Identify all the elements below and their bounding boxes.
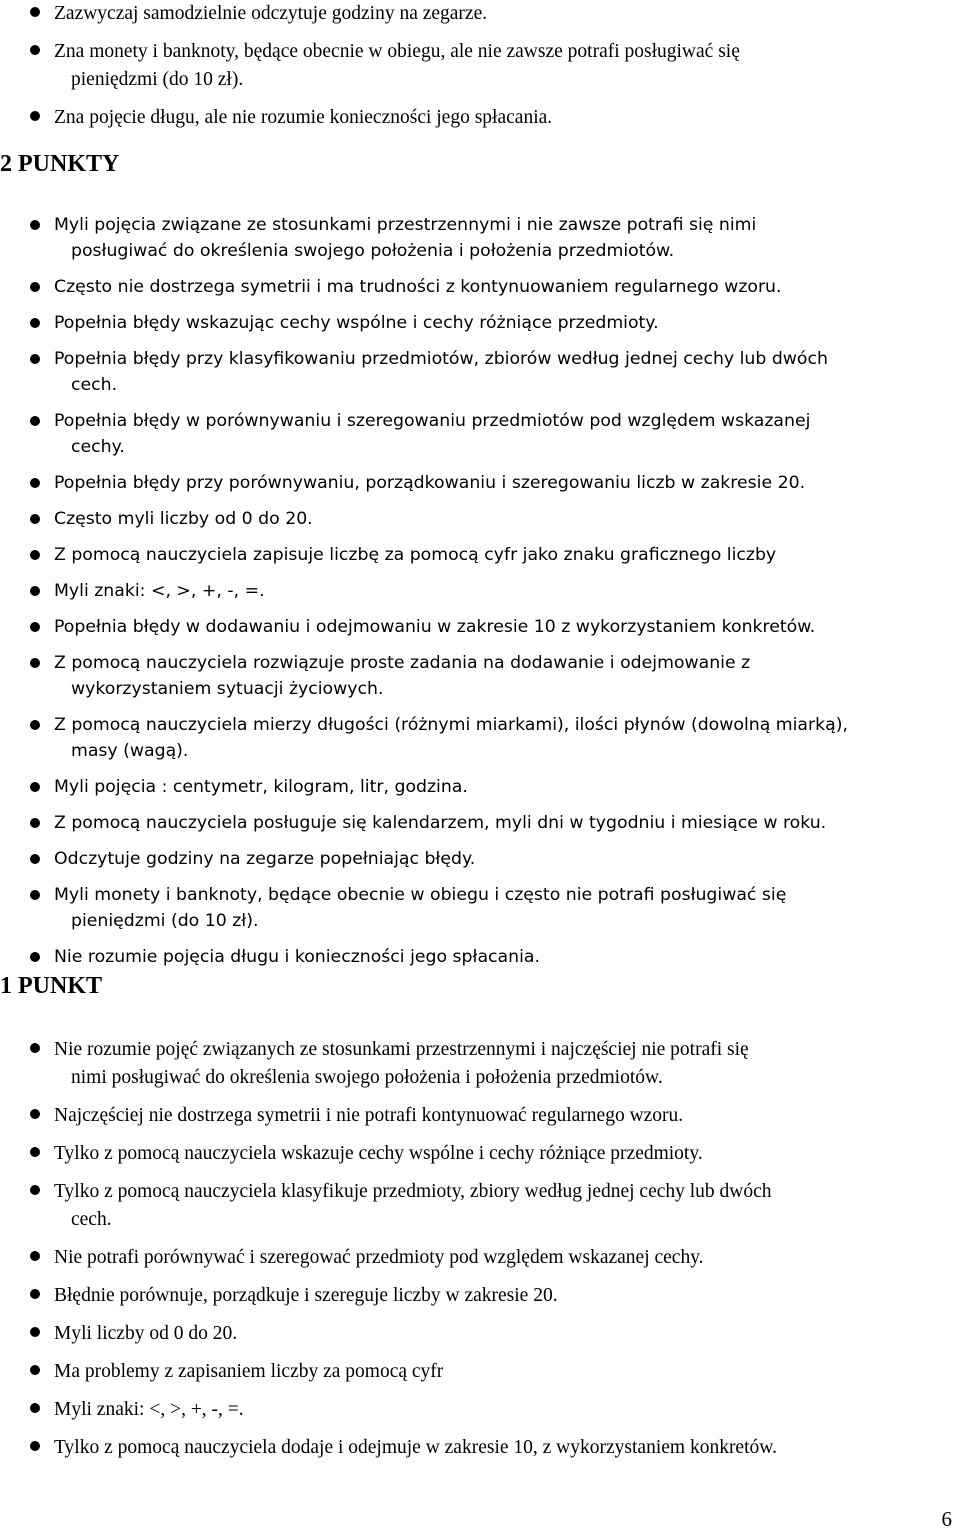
page-number: 6	[941, 1507, 952, 1531]
list-item-line: pieniędzmi (do 10 zł).	[71, 69, 244, 90]
bullet-icon	[30, 622, 40, 632]
bullet-icon	[30, 354, 40, 364]
list-item	[0, 1434, 777, 1462]
list-item-text	[54, 310, 848, 336]
list-item	[0, 1244, 777, 1272]
list-item-text	[54, 346, 848, 398]
list-item-line: Z pomocą nauczyciela rozwiązuje proste zadania na dodawanie i odejmowanie z	[54, 653, 751, 673]
bullet-icon	[30, 111, 40, 121]
section-1-list-section	[0, 1036, 777, 1472]
bullet-icon	[30, 658, 40, 668]
list-item-text	[54, 408, 848, 460]
list-item-line: Z pomocą nauczyciela zapisuje liczbę za pomocą cyfr jako znaku graficznego liczby	[54, 545, 777, 565]
list-item-text	[54, 1244, 777, 1272]
top-list	[0, 0, 740, 132]
list-item-line: cechy.	[71, 437, 125, 457]
bullet-icon	[30, 220, 40, 230]
list-item-line: Myli znaki: <, >, +, -, =.	[54, 581, 265, 601]
bullet-icon	[30, 1289, 40, 1299]
list-item-line: Myli pojęcia : centymetr, kilogram, litr, godzina.	[54, 777, 468, 797]
list-item-text	[54, 1358, 777, 1386]
list-item-line: Popełnia błędy wskazując cechy wspólne i cechy różniące przedmioty.	[54, 313, 659, 333]
list-item-line: Zazwyczaj samodzielnie odczytuje godziny na zegarze.	[54, 3, 488, 24]
list-item-text	[54, 470, 848, 496]
bullet-icon	[30, 952, 40, 962]
list-item-text	[54, 882, 848, 934]
list-item-text	[54, 650, 848, 702]
list-item	[0, 846, 848, 872]
list-item	[0, 1358, 777, 1386]
list-item-text	[54, 944, 848, 970]
list-item	[0, 310, 848, 336]
list-item-line: Popełnia błędy w dodawaniu i odejmowaniu w zakresie 10 z wykorzystaniem konkretów.	[54, 617, 816, 637]
list-item	[0, 712, 848, 764]
list-item	[0, 104, 740, 132]
list-item-line: cech.	[71, 375, 118, 395]
list-item-text	[54, 212, 848, 264]
list-item-line: Odczytuje godziny na zegarze popełniając błędy.	[54, 849, 476, 869]
list-item	[0, 542, 848, 568]
list-item-line: masy (wagą).	[71, 741, 189, 761]
bullet-icon	[30, 854, 40, 864]
list-item-text	[54, 542, 848, 568]
list-item-line: Popełnia błędy w porównywaniu i szeregowaniu przedmiotów pod względem wskazanej	[54, 411, 811, 431]
list-item-text	[54, 614, 848, 640]
list-item-text	[54, 506, 848, 532]
bullet-icon	[30, 1043, 40, 1053]
list-item-line: Zna monety i banknoty, będące obecnie w obiegu, ale nie zawsze potrafi posługiwać się	[54, 41, 740, 62]
list-item-line: Nie rozumie pojęcia długu i konieczności jego spłacania.	[54, 947, 540, 967]
bullet-icon	[30, 550, 40, 560]
bullet-icon	[30, 782, 40, 792]
bullet-icon	[30, 1403, 40, 1413]
list-item	[0, 810, 848, 836]
list-item	[0, 944, 848, 970]
list-item	[0, 1102, 777, 1130]
section-1-heading-wrap	[0, 972, 102, 1000]
list-item	[0, 1320, 777, 1348]
bullet-icon	[30, 818, 40, 828]
list-item-line: Popełnia błędy przy klasyfikowaniu przedmiotów, zbiorów według jednej cechy lub dwóch	[54, 349, 828, 369]
list-item	[0, 408, 848, 460]
list-item-text	[54, 810, 848, 836]
list-item	[0, 1036, 777, 1092]
list-item-line: Tylko z pomocą nauczyciela wskazuje cechy wspólne i cechy różniące przedmioty.	[54, 1143, 703, 1164]
section-2-heading-wrap	[0, 150, 119, 178]
list-item-text	[54, 1102, 777, 1130]
list-item-text	[54, 774, 848, 800]
bullet-icon	[30, 1327, 40, 1337]
section-2-list	[0, 212, 848, 970]
bullet-icon	[30, 890, 40, 900]
bullet-icon	[30, 1147, 40, 1157]
bullet-icon	[30, 282, 40, 292]
top-list-section	[0, 0, 740, 142]
list-item-text	[54, 38, 740, 94]
bullet-icon	[30, 1251, 40, 1261]
list-item-line: Myli pojęcia związane ze stosunkami przestrzennymi i nie zawsze potrafi się nimi	[54, 215, 757, 235]
list-item-line: wykorzystaniem sytuacji życiowych.	[71, 679, 384, 699]
list-item-line: Z pomocą nauczyciela mierzy długości (różnymi miarkami), ilości płynów (dowolną miarką),	[54, 715, 848, 735]
list-item-text	[54, 1178, 777, 1234]
list-item-line: posługiwać do określenia swojego położenia i położenia przedmiotów.	[71, 241, 675, 261]
bullet-icon	[30, 1109, 40, 1119]
list-item	[0, 614, 848, 640]
list-item-line: Z pomocą nauczyciela posługuje się kalendarzem, myli dni w tygodniu i miesiące w roku.	[54, 813, 827, 833]
bullet-icon	[30, 720, 40, 730]
list-item-line: Często nie dostrzega symetrii i ma trudności z kontynuowaniem regularnego wzoru.	[54, 277, 782, 297]
list-item-text	[54, 846, 848, 872]
list-item-line: Myli znaki: <, >, +, -, =.	[54, 1399, 244, 1420]
list-item	[0, 38, 740, 94]
list-item-line: pieniędzmi (do 10 zł).	[71, 911, 259, 931]
section-1-list	[0, 1036, 777, 1462]
list-item-line: Często myli liczby od 0 do 20.	[54, 509, 313, 529]
list-item-text	[54, 1434, 777, 1462]
list-item	[0, 470, 848, 496]
list-item-text	[54, 0, 740, 28]
list-item	[0, 1396, 777, 1424]
bullet-icon	[30, 1185, 40, 1195]
list-item-line: Tylko z pomocą nauczyciela klasyfikuje przedmioty, zbiory według jednej cechy lub dwóch	[54, 1181, 772, 1202]
list-item-line: Ma problemy z zapisaniem liczby za pomocą cyfr	[54, 1361, 444, 1382]
list-item	[0, 0, 740, 28]
list-item-line: cech.	[71, 1209, 112, 1230]
list-item-line: Nie rozumie pojęć związanych ze stosunkami przestrzennymi i najczęściej nie potrafi się	[54, 1039, 749, 1060]
list-item	[0, 578, 848, 604]
list-item-text	[54, 274, 848, 300]
list-item-text	[54, 1036, 777, 1092]
list-item	[0, 882, 848, 934]
list-item-text	[54, 712, 848, 764]
bullet-icon	[30, 478, 40, 488]
list-item-line: Popełnia błędy przy porównywaniu, porządkowaniu i szeregowaniu liczb w zakresie 20.	[54, 473, 806, 493]
list-item	[0, 1140, 777, 1168]
list-item-line: Najczęściej nie dostrzega symetrii i nie potrafi kontynuować regularnego wzoru.	[54, 1105, 684, 1126]
list-item	[0, 1282, 777, 1310]
bullet-icon	[30, 45, 40, 55]
bullet-icon	[30, 1441, 40, 1451]
list-item	[0, 212, 848, 264]
list-item	[0, 506, 848, 532]
list-item-line: Błędnie porównuje, porządkuje i szereguje liczby w zakresie 20.	[54, 1285, 558, 1306]
list-item-text	[54, 1140, 777, 1168]
list-item-line: Zna pojęcie długu, ale nie rozumie konieczności jego spłacania.	[54, 107, 553, 128]
bullet-icon	[30, 7, 40, 17]
list-item-text	[54, 1320, 777, 1348]
list-item	[0, 274, 848, 300]
list-item	[0, 774, 848, 800]
bullet-icon	[30, 318, 40, 328]
list-item	[0, 346, 848, 398]
section-1-heading: 1 PUNKT	[0, 973, 102, 999]
section-2-heading: 2 PUNKTY	[0, 151, 120, 177]
list-item	[0, 650, 848, 702]
section-2-list-section	[0, 212, 848, 980]
list-item-text	[54, 104, 740, 132]
bullet-icon	[30, 1365, 40, 1375]
list-item-line: nimi posługiwać do określenia swojego położenia i położenia przedmiotów.	[71, 1067, 663, 1088]
list-item	[0, 1178, 777, 1234]
list-item-line: Myli liczby od 0 do 20.	[54, 1323, 238, 1344]
list-item-text	[54, 1282, 777, 1310]
list-item-line: Tylko z pomocą nauczyciela dodaje i odejmuje w zakresie 10, z wykorzystaniem konkretów.	[54, 1437, 777, 1458]
bullet-icon	[30, 416, 40, 426]
bullet-icon	[30, 586, 40, 596]
bullet-icon	[30, 514, 40, 524]
list-item-line: Nie potrafi porównywać i szeregować przedmioty pod względem wskazanej cechy.	[54, 1247, 704, 1268]
list-item-text	[54, 1396, 777, 1424]
list-item-text	[54, 578, 848, 604]
list-item-line: Myli monety i banknoty, będące obecnie w obiegu i często nie potrafi posługiwać się	[54, 885, 787, 905]
